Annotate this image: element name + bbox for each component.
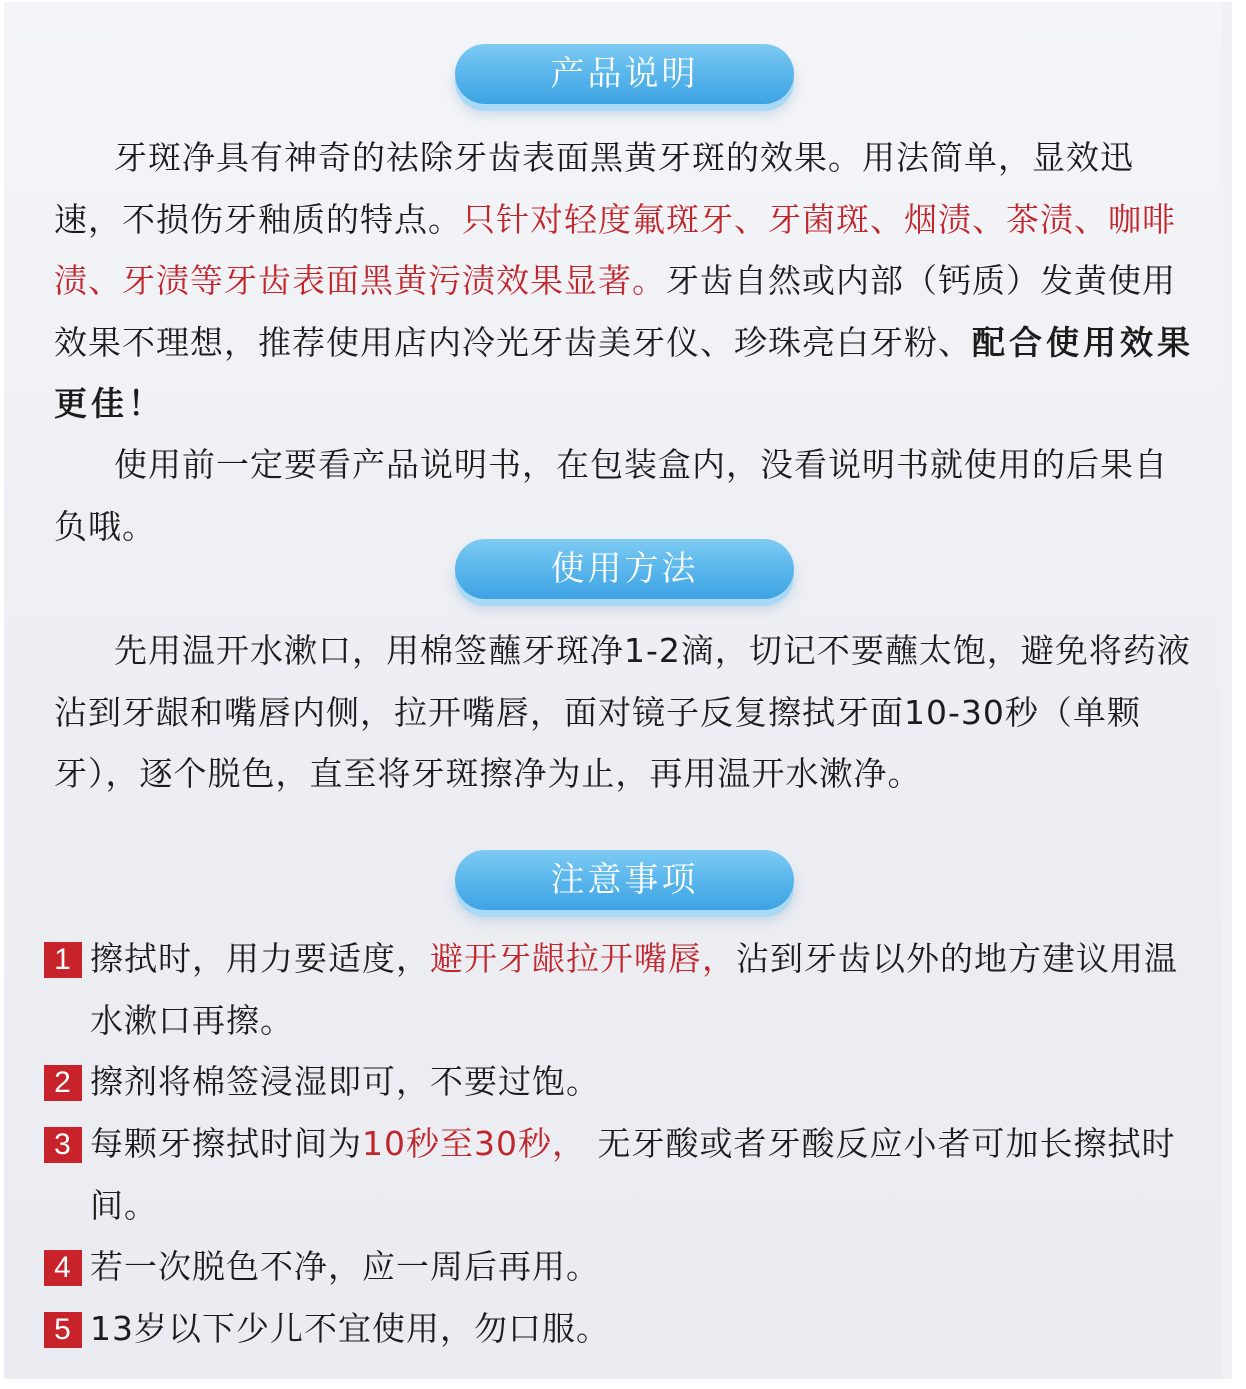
- note-text: [44, 1298, 1194, 1360]
- section-title-usage: 使用方法: [455, 539, 794, 599]
- note-text: [44, 928, 1194, 1051]
- note-item: [44, 1298, 1194, 1360]
- usage-paragraph: 先用温开水漱口，用棉签蘸牙斑净1-2滴，切记不要蘸太饱，避免将药液沾到牙龈和嘴唇内侧，拉开嘴唇，面对镜子反复擦拭牙面10-30秒（单颗牙），逐个脱色，直至将牙斑擦净为止，再用温开水漱净。: [54, 631, 1191, 793]
- note-text-a: 13岁以下少儿不宜使用，勿口服。: [90, 1309, 610, 1348]
- note-text: [44, 1113, 1194, 1236]
- product-info-page: [4, 2, 1232, 1379]
- note-text-a: 若一次脱色不净，应一周后再用。: [90, 1247, 600, 1286]
- note-text-highlight: 避开牙龈拉开嘴唇，: [430, 939, 736, 978]
- note-text-b: 沾到牙齿以外的地方建议用温水漱口再擦。: [90, 939, 1178, 1040]
- note-text-a: 每颗牙擦拭时间为: [90, 1124, 362, 1163]
- description-text-b: 牙齿自然或内部（钙质）发黄使用效果不理想，推荐使用店内冷光牙齿美牙仪、珍珠亮白牙粉、: [54, 261, 1176, 362]
- note-number-badge: 3: [44, 1127, 82, 1163]
- note-number-badge: 5: [44, 1312, 82, 1348]
- note-text-highlight: 10秒至30秒，: [362, 1124, 586, 1163]
- note-text-a: 擦拭时，用力要适度，: [90, 939, 430, 978]
- section-title-description: 产品说明: [455, 44, 794, 104]
- note-text: [44, 1236, 1194, 1298]
- description-text-emphasis: 配合使用效果更佳！: [54, 322, 1194, 423]
- note-text: [44, 1051, 1194, 1113]
- note-text-b: 无牙酸或者牙酸反应小者可加长擦拭时间。: [90, 1124, 1176, 1225]
- note-number-badge: 4: [44, 1250, 82, 1286]
- warning-paragraph: 使用前一定要看产品说明书，在包装盒内，没看说明书就使用的后果自负哦。: [54, 445, 1168, 546]
- section-title-notes: 注意事项: [455, 850, 794, 910]
- note-item: [44, 1051, 1194, 1113]
- note-number-badge: 2: [44, 1065, 82, 1101]
- description-text-highlight: 只针对轻度氟斑牙、牙菌斑、烟渍、茶渍、咖啡渍、牙渍等牙齿表面黑黄污渍效果显著。: [54, 199, 1176, 300]
- note-item: [44, 928, 1194, 1051]
- note-item: [44, 1113, 1194, 1236]
- description-text-a: 牙斑净具有神奇的祛除牙齿表面黑黄牙斑的效果。用法简单，显效迅速，不损伤牙釉质的特点。: [54, 138, 1134, 239]
- note-text-a: 擦剂将棉签浸湿即可，不要过饱。: [90, 1062, 600, 1101]
- note-item: [44, 1236, 1194, 1298]
- note-number-badge: 1: [44, 942, 82, 978]
- description-paragraph: [54, 127, 1194, 435]
